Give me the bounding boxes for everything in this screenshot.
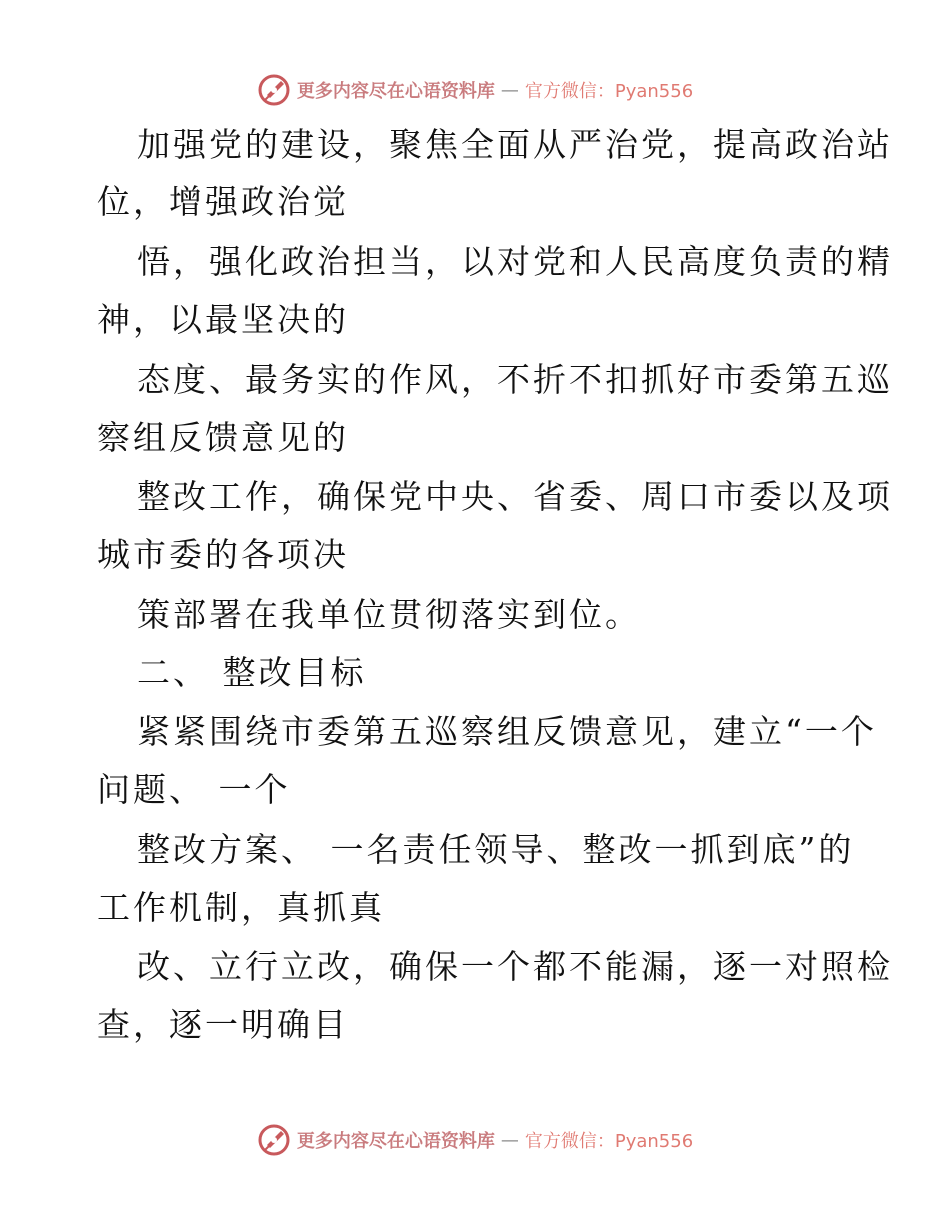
body-line-13: 整改方案、 一名责任领导、整改一抓到底”的 [137, 830, 855, 869]
footer-banner-separator: — [500, 1129, 519, 1151]
header-banner [0, 70, 950, 110]
header-banner-main-text: 更多内容尽在心语资料库 [296, 81, 495, 102]
body-line-14: 工作机制，真抓真 [97, 888, 385, 927]
body-line-1: 加强党的建设，聚焦全面从严治党，提高政治站 [137, 125, 893, 164]
footer-banner [0, 1120, 950, 1160]
footer-banner-main-text: 更多内容尽在心语资料库 [296, 1131, 495, 1152]
section-heading-2: 二、 整改目标 [137, 653, 367, 692]
body-line-8: 城市委的各项决 [97, 535, 349, 574]
body-line-3: 悟，强化政治担当，以对党和人民高度负责的精 [137, 242, 893, 281]
header-banner-inner [257, 73, 693, 107]
body-line-11: 紧紧围绕市委第五巡察组反馈意见，建立“一个 [137, 712, 877, 751]
body-line-4: 神，以最坚决的 [97, 300, 349, 339]
body-line-15: 改、立行立改，确保一个都不能漏，逐一对照检 [137, 947, 893, 986]
body-line-9: 策部署在我单位贯彻落实到位。 [137, 595, 641, 634]
body-line-5: 态度、最务实的作风，不折不扣抓好市委第五巡 [137, 360, 893, 399]
library-logo-icon [257, 1123, 291, 1157]
body-line-7: 整改工作，确保党中央、省委、周口市委以及项 [137, 477, 893, 516]
header-banner-separator: — [500, 79, 519, 101]
header-banner-wechat-text: 官方微信：Pyan556 [524, 81, 694, 102]
footer-banner-inner [257, 1123, 693, 1157]
footer-banner-wechat-text: 官方微信：Pyan556 [524, 1131, 694, 1152]
body-line-6: 察组反馈意见的 [97, 418, 349, 457]
library-logo-icon [257, 73, 291, 107]
body-line-12: 问题、 一个 [97, 770, 291, 809]
body-line-16: 查，逐一明确目 [97, 1005, 349, 1044]
body-line-2: 位，增强政治觉 [97, 182, 349, 221]
